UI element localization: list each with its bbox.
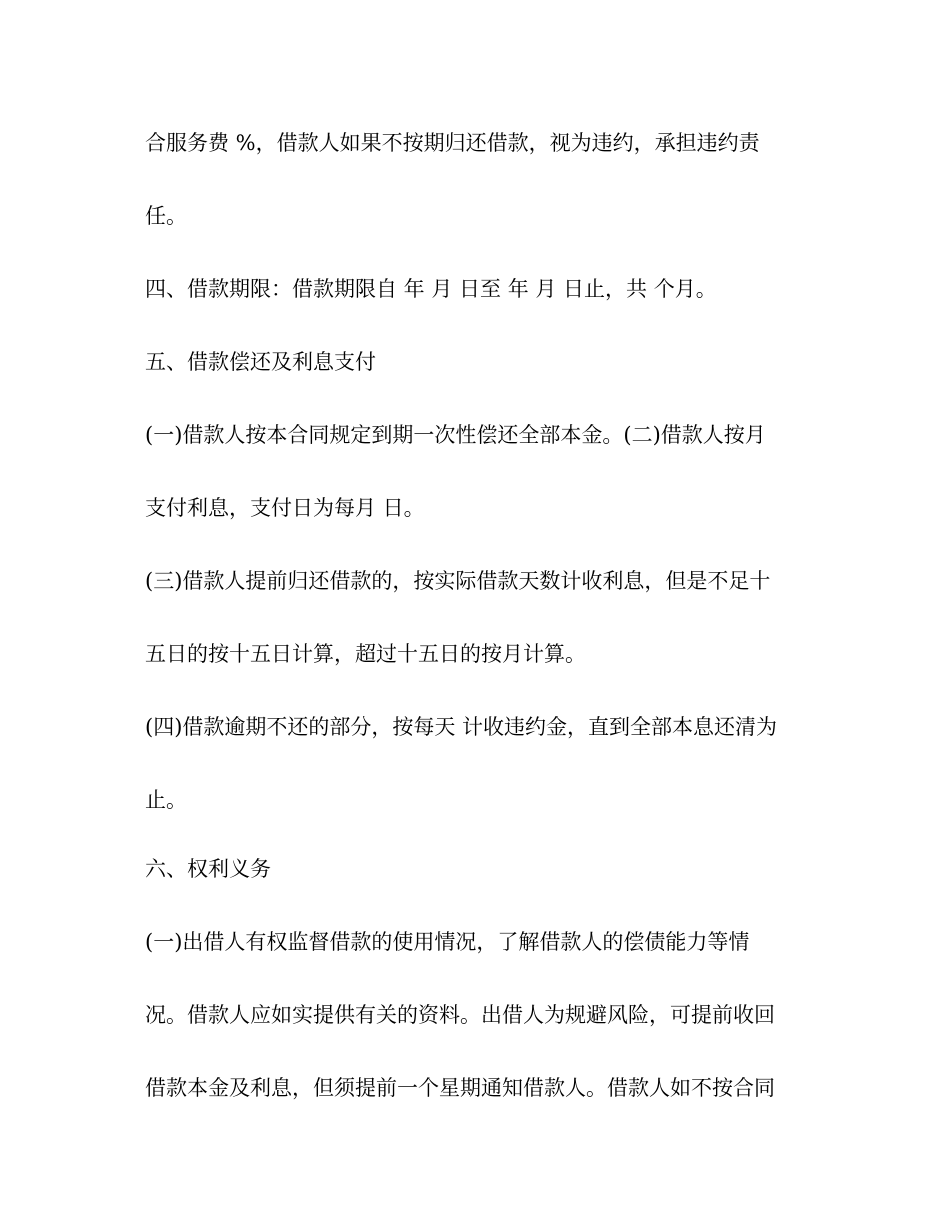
text-line-5: (一)借款人按本合同规定到期一次性偿还全部本金。(二)借款人按月 xyxy=(145,423,766,447)
section-heading-6: 六、权利义务 xyxy=(145,857,271,881)
section-heading-5: 五、借款偿还及利息支付 xyxy=(145,350,376,374)
text-line-6: 支付利息，支付日为每月 日。 xyxy=(145,496,425,520)
text-line-9: (四)借款逾期不还的部分，按每天 计收违约金，直到全部本息还清为 xyxy=(145,715,778,739)
text-line-14: 借款本金及利息，但须提前一个星期通知借款人。借款人如不按合同 xyxy=(145,1076,775,1100)
text-line-12: (一)出借人有权监督借款的使用情况，了解借款人的偿债能力等情 xyxy=(145,930,750,954)
text-line-13: 况。借款人应如实提供有关的资料。出借人为规避风险，可提前收回 xyxy=(145,1003,775,1027)
text-line-1: 合服务费 %，借款人如果不按期归还借款，视为违约，承担违约责 xyxy=(145,131,760,155)
text-line-2: 任。 xyxy=(145,204,187,228)
text-line-3: 四、借款期限：借款期限自 年 月 日至 年 月 日止，共 个月。 xyxy=(145,277,717,301)
text-line-7: (三)借款人提前归还借款的，按实际借款天数计收利息，但是不足十 xyxy=(145,569,771,593)
text-line-10: 止。 xyxy=(145,788,187,812)
text-line-8: 五日的按十五日计算，超过十五日的按月计算。 xyxy=(145,642,586,666)
